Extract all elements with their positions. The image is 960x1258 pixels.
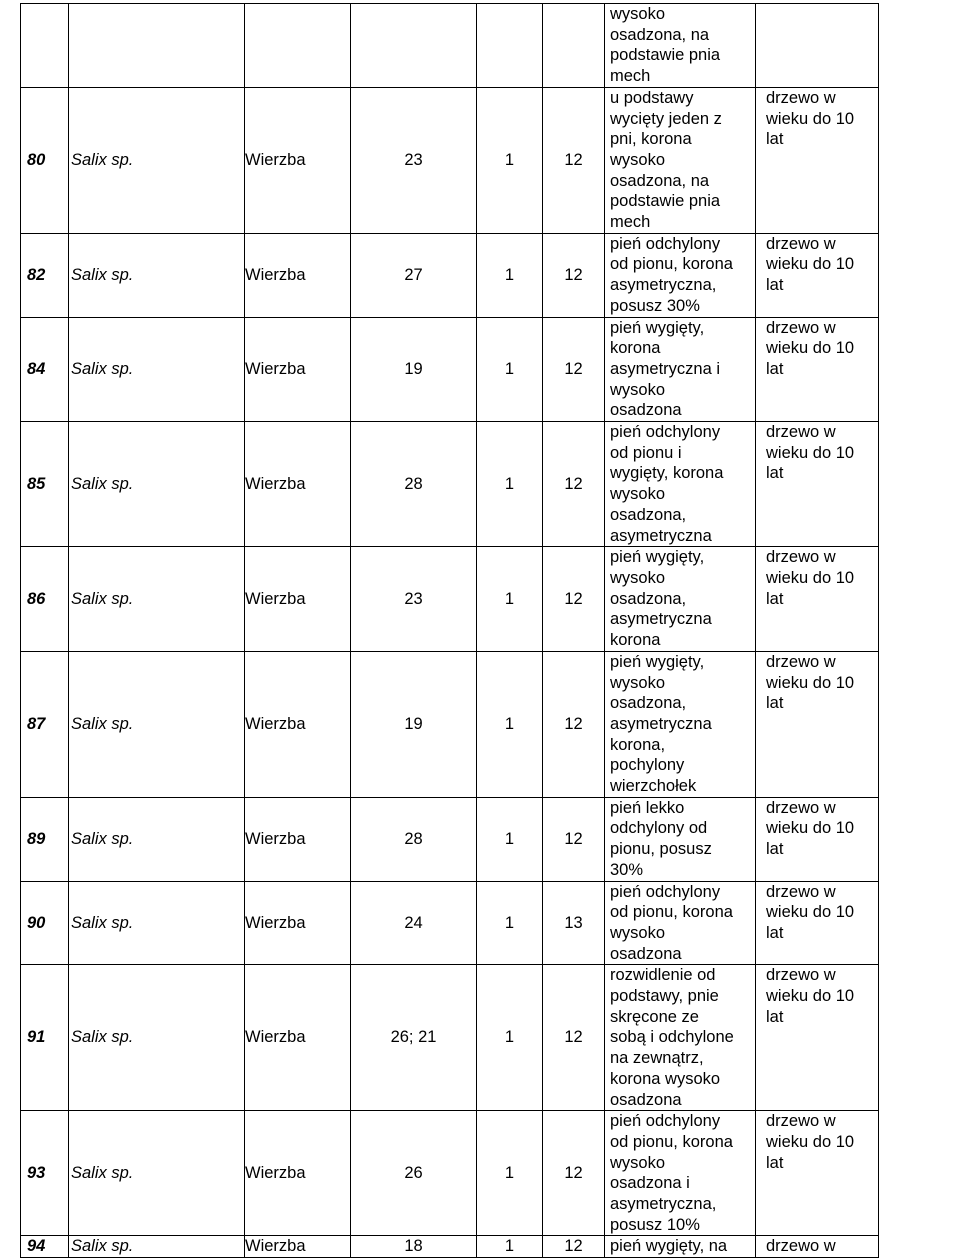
age-note-line: lat [766, 1007, 784, 1026]
tree-inventory-table [20, 3, 879, 1258]
polish-name-cell: Wierzba [245, 797, 351, 881]
age-note-cell [756, 4, 879, 88]
age-note-cell [756, 965, 879, 1111]
tree-number-cell: 80 [21, 87, 69, 233]
description-line: osadzona [610, 944, 682, 963]
description-line: wierzchołek [610, 777, 697, 796]
height-cell: 12 [543, 1236, 605, 1258]
age-note-line: wieku do 10 [766, 255, 855, 274]
latin-name-cell: Salix sp. [69, 1111, 245, 1236]
description-line: asymetryczna [610, 714, 712, 733]
count-cell: 1 [477, 317, 543, 422]
description-cell [605, 233, 756, 317]
circumference-cell: 24 [351, 881, 477, 965]
description-line: asymetryczna i [610, 359, 721, 378]
polish-name-cell: Wierzba [245, 87, 351, 233]
latin-name-cell: Salix sp. [69, 233, 245, 317]
count-cell: 1 [477, 1236, 543, 1258]
description-cell [605, 965, 756, 1111]
age-note-line: wieku do 10 [766, 339, 855, 358]
description-line: korona wysoko [610, 1069, 721, 1088]
age-note-line: drzewo w [766, 798, 836, 817]
circumference-cell: 23 [351, 87, 477, 233]
description-cell [605, 4, 756, 88]
tree-number-cell: 87 [21, 651, 69, 797]
description-line: wysoko [610, 923, 666, 942]
table-row [21, 317, 879, 422]
table-row [21, 965, 879, 1111]
description-line: od pionu, korona [610, 1132, 733, 1151]
description-line: pionu, posusz [610, 840, 712, 859]
description-line: na zewnątrz, [610, 1049, 704, 1068]
circumference-cell: 18 [351, 1236, 477, 1258]
age-note-line: drzewo w [766, 652, 836, 671]
circumference-cell: 19 [351, 651, 477, 797]
description-cell [605, 422, 756, 547]
tree-number-cell: 85 [21, 422, 69, 547]
description-line: wysoko [610, 568, 666, 587]
description-line: korona, [610, 735, 666, 754]
description-line: podstawy, pnie [610, 987, 719, 1006]
description-line: pień lekko [610, 798, 685, 817]
age-note-line: lat [766, 276, 784, 295]
circumference-cell: 28 [351, 422, 477, 547]
description-line: pień odchylony [610, 234, 721, 253]
table-row [21, 797, 879, 881]
description-line: pochylony [610, 756, 685, 775]
height-cell: 12 [543, 547, 605, 652]
description-line: wysoko [610, 1153, 666, 1172]
description-line: pień wygięty, [610, 548, 705, 567]
description-line: rozwidlenie od [610, 966, 716, 985]
description-line: mech [610, 213, 651, 232]
tree-number-cell: 84 [21, 317, 69, 422]
count-cell: 1 [477, 87, 543, 233]
description-line: osadzona, [610, 505, 687, 524]
description-cell [605, 87, 756, 233]
description-line: pień odchylony [610, 423, 721, 442]
age-note-line: lat [766, 359, 784, 378]
circumference-cell: 26; 21 [351, 965, 477, 1111]
description-line: korona [610, 339, 661, 358]
description-line: asymetryczna, [610, 1195, 717, 1214]
age-note-cell [756, 651, 879, 797]
latin-name-cell: Salix sp. [69, 1236, 245, 1258]
description-line: od pionu i [610, 443, 682, 462]
age-note-cell [756, 87, 879, 233]
height-cell: 12 [543, 233, 605, 317]
description-line: pni, korona [610, 130, 692, 149]
description-line: asymetryczna [610, 526, 712, 545]
table-row [21, 1111, 879, 1236]
description-line: osadzona, [610, 694, 687, 713]
height-cell: 12 [543, 422, 605, 547]
table-row [21, 881, 879, 965]
description-line: wysoko [610, 5, 666, 23]
table-row [21, 651, 879, 797]
latin-name-cell: Salix sp. [69, 965, 245, 1111]
count-cell: 1 [477, 881, 543, 965]
age-note-line: wieku do 10 [766, 568, 855, 587]
description-line: odchylony od [610, 819, 708, 838]
count-cell: 1 [477, 797, 543, 881]
age-note-line: lat [766, 694, 784, 713]
circumference-cell: 27 [351, 233, 477, 317]
description-line: osadzona [610, 1090, 682, 1109]
description-line: wysoko [610, 380, 666, 399]
table-row [21, 422, 879, 547]
description-line: asymetryczna [610, 610, 712, 629]
age-note-line: wieku do 10 [766, 673, 855, 692]
polish-name-cell [245, 4, 351, 88]
tree-number-cell: 94 [21, 1236, 69, 1258]
description-line: korona [610, 631, 661, 650]
description-line: wysoko [610, 673, 666, 692]
age-note-line: wieku do 10 [766, 903, 855, 922]
age-note-line: lat [766, 464, 784, 483]
polish-name-cell: Wierzba [245, 422, 351, 547]
latin-name-cell: Salix sp. [69, 651, 245, 797]
age-note-cell [756, 422, 879, 547]
circumference-cell: 19 [351, 317, 477, 422]
age-note-cell [756, 797, 879, 881]
description-line: osadzona, na [610, 25, 710, 44]
latin-name-cell: Salix sp. [69, 87, 245, 233]
age-note-line: drzewo w [766, 966, 836, 985]
table-row [21, 1236, 879, 1258]
description-line: pień wygięty, na [610, 1237, 728, 1256]
count-cell: 1 [477, 547, 543, 652]
polish-name-cell: Wierzba [245, 1236, 351, 1258]
latin-name-cell [69, 4, 245, 88]
description-line: wygięty, korona [610, 464, 724, 483]
polish-name-cell: Wierzba [245, 881, 351, 965]
age-note-line: wieku do 10 [766, 109, 855, 128]
table-row [21, 547, 879, 652]
description-line: pień odchylony [610, 882, 721, 901]
count-cell: 1 [477, 422, 543, 547]
description-line: wysoko [610, 150, 666, 169]
age-note-line: drzewo w [766, 318, 836, 337]
description-line: posusz 30% [610, 296, 700, 315]
description-line: osadzona, na [610, 171, 710, 190]
tree-number-cell: 86 [21, 547, 69, 652]
circumference-cell: 28 [351, 797, 477, 881]
tree-number-cell: 91 [21, 965, 69, 1111]
description-line: pień odchylony [610, 1112, 721, 1131]
description-cell [605, 881, 756, 965]
polish-name-cell: Wierzba [245, 317, 351, 422]
age-note-line: drzewo w [766, 423, 836, 442]
description-line: pień wygięty, [610, 318, 705, 337]
age-note-line: drzewo w [766, 1112, 836, 1131]
description-line: osadzona, [610, 589, 687, 608]
age-note-cell [756, 881, 879, 965]
age-note-line: lat [766, 589, 784, 608]
description-cell [605, 651, 756, 797]
description-cell [605, 1236, 756, 1258]
description-line: podstawie pnia [610, 192, 721, 211]
height-cell: 12 [543, 965, 605, 1111]
latin-name-cell: Salix sp. [69, 797, 245, 881]
age-note-line: wieku do 10 [766, 987, 855, 1006]
age-note-line: wieku do 10 [766, 819, 855, 838]
description-line: skręcone ze [610, 1007, 699, 1026]
age-note-cell [756, 1236, 879, 1258]
polish-name-cell: Wierzba [245, 965, 351, 1111]
table-body [21, 4, 879, 1258]
count-cell: 1 [477, 1111, 543, 1236]
tree-number-cell: 90 [21, 881, 69, 965]
table-row [21, 87, 879, 233]
age-note-line: wieku do 10 [766, 1132, 855, 1151]
circumference-cell: 23 [351, 547, 477, 652]
latin-name-cell: Salix sp. [69, 881, 245, 965]
age-note-line: drzewo w [766, 548, 836, 567]
count-cell: 1 [477, 233, 543, 317]
polish-name-cell: Wierzba [245, 651, 351, 797]
height-cell: 12 [543, 317, 605, 422]
description-line: od pionu, korona [610, 903, 733, 922]
table-row [21, 233, 879, 317]
age-note-line: drzewo w [766, 234, 836, 253]
age-note-line: lat [766, 130, 784, 149]
latin-name-cell: Salix sp. [69, 317, 245, 422]
age-note-line: wieku do 10 [766, 443, 855, 462]
count-cell [477, 4, 543, 88]
tree-number-cell: 93 [21, 1111, 69, 1236]
height-cell: 13 [543, 881, 605, 965]
description-line: od pionu, korona [610, 255, 733, 274]
polish-name-cell: Wierzba [245, 233, 351, 317]
age-note-cell [756, 1111, 879, 1236]
description-line: asymetryczna, [610, 276, 717, 295]
height-cell: 12 [543, 1111, 605, 1236]
polish-name-cell: Wierzba [245, 547, 351, 652]
table-row [21, 4, 879, 88]
description-cell [605, 547, 756, 652]
description-line: sobą i odchylone [610, 1028, 734, 1047]
latin-name-cell: Salix sp. [69, 422, 245, 547]
height-cell [543, 4, 605, 88]
count-cell: 1 [477, 965, 543, 1111]
description-line: osadzona i [610, 1174, 690, 1193]
age-note-cell [756, 233, 879, 317]
age-note-line: lat [766, 1153, 784, 1172]
age-note-cell [756, 547, 879, 652]
circumference-cell: 26 [351, 1111, 477, 1236]
description-line: posusz 10% [610, 1215, 700, 1234]
age-note-line: lat [766, 923, 784, 942]
age-note-line: drzewo w [766, 88, 836, 107]
description-line: pień wygięty, [610, 652, 705, 671]
description-line: wysoko [610, 485, 666, 504]
age-note-line: lat [766, 840, 784, 859]
tree-number-cell: 89 [21, 797, 69, 881]
count-cell: 1 [477, 651, 543, 797]
height-cell: 12 [543, 797, 605, 881]
polish-name-cell: Wierzba [245, 1111, 351, 1236]
tree-number-cell [21, 4, 69, 88]
description-line: 30% [610, 860, 644, 879]
description-line: osadzona [610, 401, 682, 420]
description-cell [605, 317, 756, 422]
description-cell [605, 797, 756, 881]
description-line: mech [610, 67, 651, 86]
height-cell: 12 [543, 87, 605, 233]
height-cell: 12 [543, 651, 605, 797]
tree-number-cell: 82 [21, 233, 69, 317]
age-note-line: drzewo w [766, 1237, 836, 1256]
description-line: podstawie pnia [610, 46, 721, 65]
age-note-line: drzewo w [766, 882, 836, 901]
description-line: u podstawy [610, 88, 694, 107]
latin-name-cell: Salix sp. [69, 547, 245, 652]
description-cell [605, 1111, 756, 1236]
circumference-cell [351, 4, 477, 88]
description-line: wycięty jeden z [610, 109, 722, 128]
age-note-cell [756, 317, 879, 422]
